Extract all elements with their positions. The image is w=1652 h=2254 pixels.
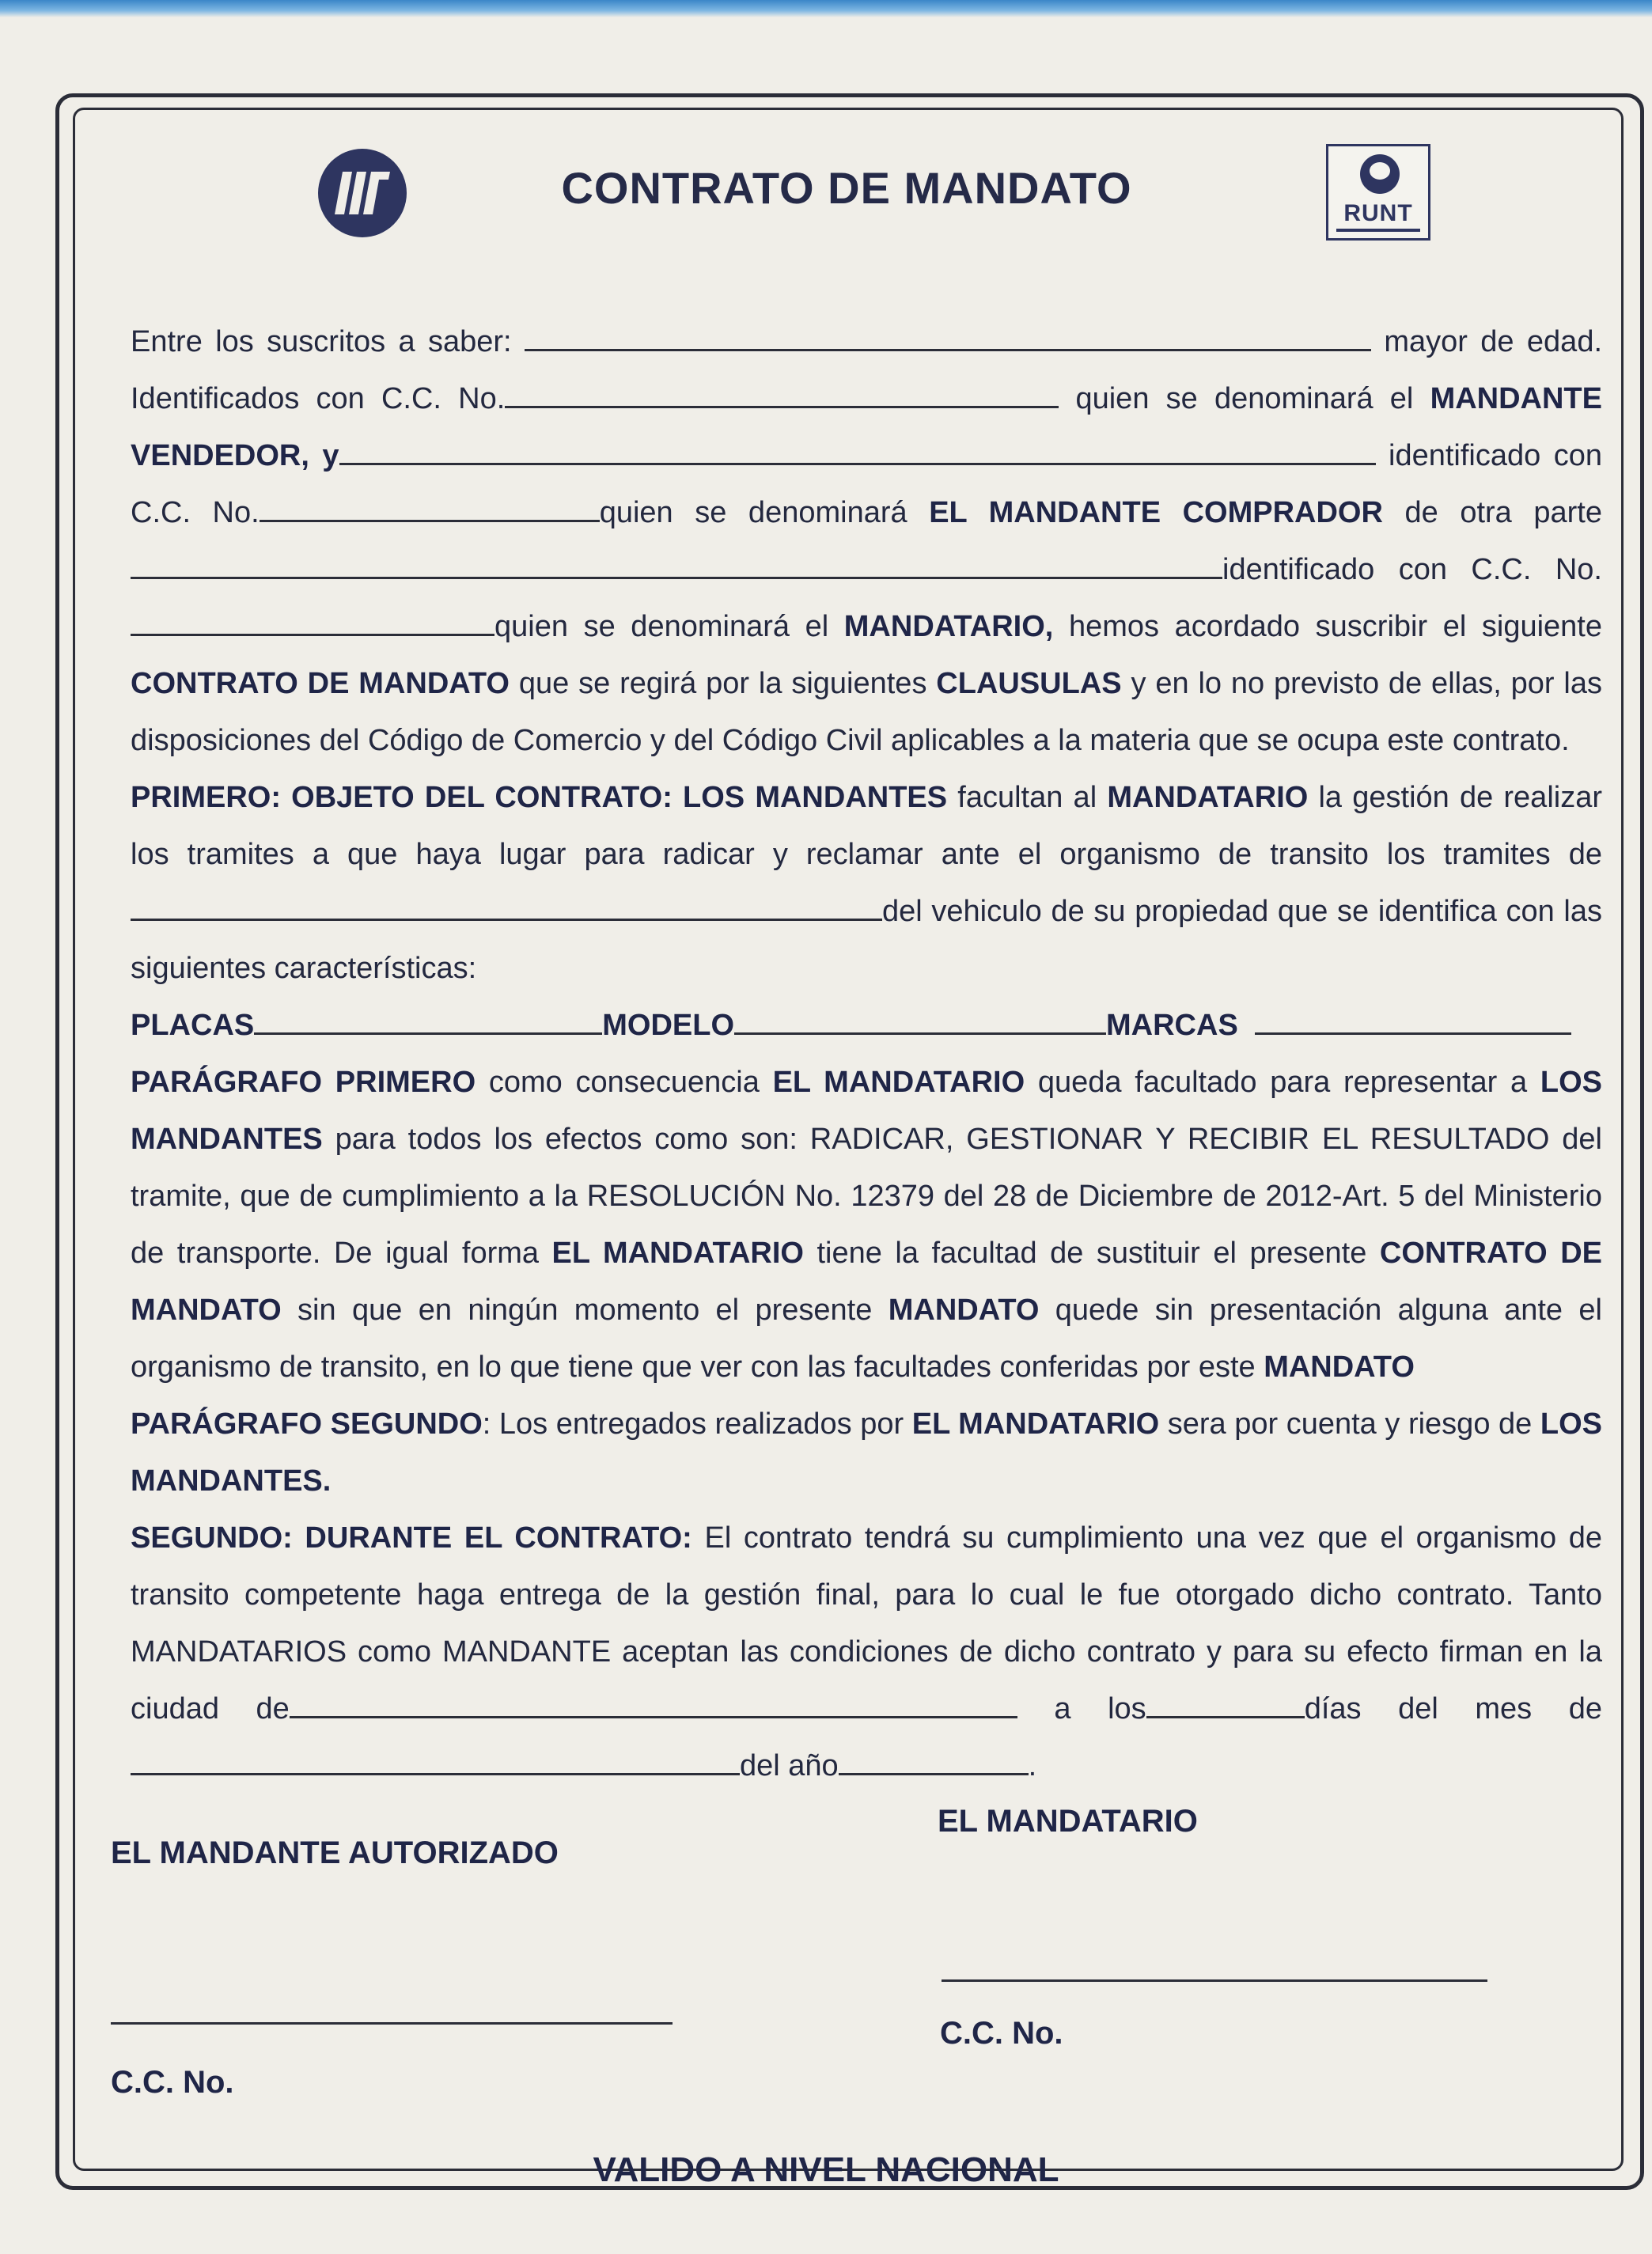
ciudad-field[interactable] bbox=[290, 1692, 1017, 1718]
mandante-comprador-cc-field[interactable] bbox=[260, 496, 600, 522]
runt-emblem-icon bbox=[1360, 154, 1400, 194]
parties-paragraph: Entre los suscritos a saber: mayor de edad. Identificados con C.C. No. quien se denominará el MANDANTE VENDEDOR, y identificado con C.C. No. quien se denominará EL MANDANTE COMPRADOR de otra parte identificado con C.C. No. quien se denominará el MANDATARIO, hemos acordado suscribir el siguiente CONTRATO DE MANDATO que se regirá por la siguientes CLAUSULAS y en lo no previsto de ellas, por las disposiciones del Código de Comercio y del Código Civil aplicables a la materia que se ocupa este contrato. bbox=[131, 325, 1603, 757]
footer-validity-text: VALIDO A NIVEL NACIONAL bbox=[593, 2150, 1059, 2189]
contract-body bbox=[131, 313, 1602, 1794]
runt-logo-underline bbox=[1336, 229, 1420, 232]
signature-section bbox=[111, 1804, 1614, 2120]
mandatario-cc-label: C.C. No. bbox=[940, 2016, 1063, 2051]
top-edge-strip bbox=[0, 0, 1652, 17]
runt-logo bbox=[1326, 144, 1430, 241]
mandante-signature-label: EL MANDANTE AUTORIZADO bbox=[111, 1835, 559, 1870]
mandante-vendedor-name-field[interactable] bbox=[525, 325, 1371, 351]
mandatario-name-field[interactable] bbox=[131, 553, 1222, 579]
anio-field[interactable] bbox=[839, 1749, 1029, 1775]
runt-logo-text: RUNT bbox=[1343, 200, 1413, 226]
placas-field[interactable] bbox=[254, 1009, 602, 1035]
tramite-field[interactable] bbox=[131, 895, 882, 921]
paragrafo-primero: PARÁGRAFO PRIMERO como consecuencia EL MANDATARIO queda facultado para representar a LOS MANDANTES para todos los efectos como son: RADICAR, GESTIONAR Y RECIBIR EL RESULTADO del tramite, que de cumplimiento a la RESOLUCIÓN No. 12379 del 28 de Diciembre de 2012-Art. 5 del Ministerio de transporte. De igual forma EL MANDATARIO tiene la facultad de sustituir el presente CONTRATO DE MANDATO sin que en ningún momento el presente MANDATO quede sin presentación alguna ante el organismo de transito, en lo que tiene que ver con las facultades conferidas por este MANDATO bbox=[131, 1066, 1602, 1384]
mandante-signature-line[interactable] bbox=[111, 2022, 673, 2025]
modelo-field[interactable] bbox=[734, 1009, 1106, 1035]
paragrafo-segundo: PARÁGRAFO SEGUNDO: Los entregados realizados por EL MANDATARIO sera por cuenta y riesgo de LOS MANDANTES. bbox=[131, 1407, 1602, 1498]
page-title: CONTRATO DE MANDATO bbox=[561, 163, 1132, 213]
mandatario-signature-label: EL MANDATARIO bbox=[938, 1804, 1198, 1839]
mandante-vendedor-cc-field[interactable] bbox=[505, 382, 1059, 408]
clause-primero: PRIMERO: OBJETO DEL CONTRATO: LOS MANDANTES facultan al MANDATARIO la gestión de realizar los tramites a que haya lugar para radicar y reclamar ante el organismo de transito los tramites de del vehiculo de su propiedad que se identifica con las siguientes características: bbox=[131, 781, 1602, 985]
ministry-transport-logo-icon bbox=[318, 149, 407, 237]
vehicle-details: PLACAS MODELO MARCAS bbox=[131, 997, 1602, 1054]
dias-field[interactable] bbox=[1146, 1692, 1305, 1718]
mandante-cc-label: C.C. No. bbox=[111, 2065, 234, 2100]
clause-segundo: SEGUNDO: DURANTE EL CONTRATO: El contrato tendrá su cumplimiento una vez que el organismo de transito competente haga entrega de la gestión final, para lo cual le fue otorgado dicho contrato. Tanto MANDATARIOS como MANDANTE aceptan las condiciones de dicho contrato y para su efecto firman en la ciudad de a los días del mes de del año . bbox=[131, 1521, 1603, 1782]
ministry-stripes-icon bbox=[332, 169, 393, 218]
mandatario-cc-field[interactable] bbox=[131, 610, 494, 636]
mandante-comprador-name-field[interactable] bbox=[339, 439, 1376, 465]
mandatario-signature-line[interactable] bbox=[942, 1979, 1487, 1982]
marcas-field[interactable] bbox=[1255, 1009, 1571, 1035]
mes-field[interactable] bbox=[131, 1749, 740, 1775]
